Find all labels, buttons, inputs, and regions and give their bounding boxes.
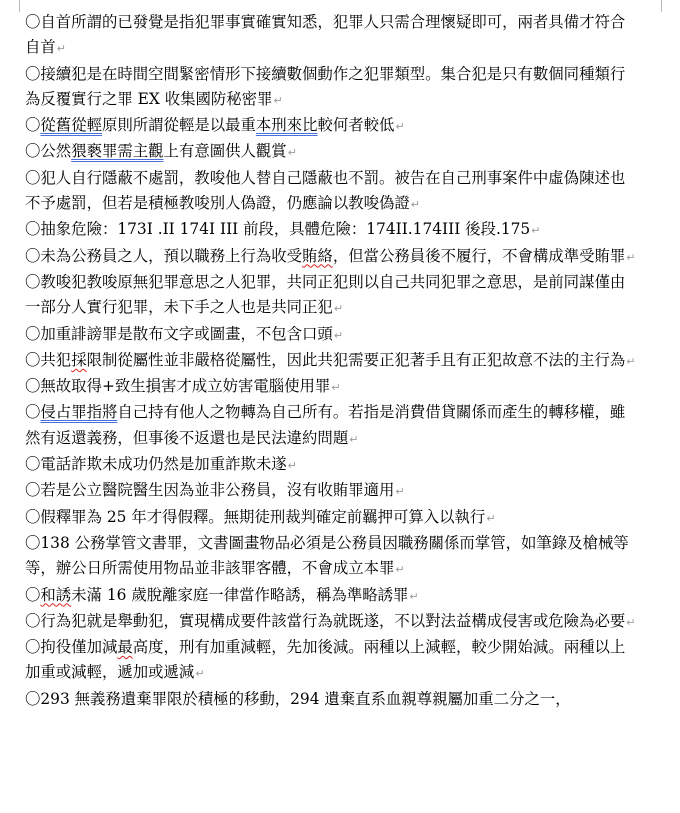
paragraph-text: 〇自首所謂的已發覺是指犯罪事實確實知悉，犯罪人只需合理懷疑即可，兩者具備才符合自首 <box>25 13 626 57</box>
paragraph[interactable] <box>25 609 638 635</box>
paragraph-text: 〇行為犯就是舉動犯，實現構成要件該當行為就既遂，不以對法益構成侵害或危險為必要 <box>25 611 626 630</box>
paragraph-text: 未滿 16 歲脫離家庭一律當作略誘，稱為準略誘罪 <box>71 585 409 604</box>
margin-corner-mark-right <box>661 0 662 12</box>
grammar-flagged-text: 猥褻罪需主觀 <box>71 142 164 161</box>
paragraph-text: 〇共犯 <box>25 350 72 369</box>
paragraph-mark-icon: ↵ <box>56 42 67 56</box>
paragraph-text: 上有意圖供人觀賞 <box>163 142 287 161</box>
grammar-flagged-text: 從舊從輕 <box>40 116 102 135</box>
paragraph-text: 〇教唆犯教唆原無犯罪意思之人犯罪，共同正犯則以自己共同犯罪之意思，是前同謀僅由一部分人實行犯罪，未下手之人也是共同正犯 <box>25 272 626 317</box>
paragraph-text: 〇 <box>25 585 41 604</box>
paragraph-text: 〇公然 <box>25 142 72 161</box>
paragraph[interactable] <box>25 217 638 243</box>
paragraph-mark-icon: ↵ <box>331 381 341 395</box>
paragraph-text: 〇 <box>25 403 41 422</box>
paragraph[interactable] <box>25 113 638 139</box>
paragraph-text: 〇假釋罪為 25 年才得假釋。無期徒刑裁判確定前羈押可算入以執行 <box>25 507 486 526</box>
paragraph[interactable] <box>25 400 638 452</box>
paragraph[interactable] <box>25 452 638 478</box>
paragraph-mark-icon: ↵ <box>531 224 541 238</box>
paragraph-text: 〇 <box>25 116 41 135</box>
paragraph[interactable] <box>25 687 638 712</box>
paragraph-text: 〇138 公務掌管文書罪，文書圖畫物品必須是公務員因職務關係而掌管，如筆錄及槍械等等，辦公日所需使用物品並非該罪客體，不會成立本罪 <box>25 533 629 578</box>
paragraph-text: 較何者較低 <box>317 116 395 135</box>
paragraph[interactable] <box>25 10 638 62</box>
paragraph-text: 〇若是公立醫院醫生因為並非公務員，沒有收賄罪適用 <box>25 481 395 500</box>
paragraph-text: 自己持有他人之物轉為自己所有。若指是消費借貸關係而產生的轉移權，雖然有返還義務，但事後不返還也是民法違約問題 <box>25 403 626 447</box>
paragraph[interactable] <box>25 635 638 687</box>
document-body[interactable] <box>25 10 638 712</box>
paragraph[interactable] <box>25 348 638 374</box>
paragraph[interactable] <box>25 478 638 504</box>
paragraph-text: 〇抽象危險：173I .II 174I III 前段，具體危險：174II.174III 後段.175 <box>25 220 531 239</box>
paragraph[interactable] <box>25 505 638 531</box>
paragraph-text: 〇293 無義務遺棄罪限於積極的移動，294 遺棄直系血親尊親屬加重二分之一， <box>25 689 571 708</box>
paragraph-text: 限制從屬性並非嚴格從屬性，因此共犯需要正犯著手且有正犯故意不法的主行為 <box>86 350 626 369</box>
spellcheck-flagged-text: 最 <box>117 638 133 657</box>
paragraph-text: ，但當公務員後不履行，不會構成準受賄罪 <box>332 246 626 265</box>
paragraph-mark-icon: ↵ <box>287 146 297 160</box>
paragraph-mark-icon: ↵ <box>195 667 205 681</box>
paragraph-text: 原則所謂從輕是以最重 <box>101 116 256 135</box>
paragraph[interactable] <box>25 166 638 218</box>
paragraph-mark-icon: ↵ <box>626 250 636 264</box>
paragraph[interactable] <box>25 62 638 114</box>
paragraph-text: 〇拘役僅加減 <box>25 638 118 657</box>
grammar-flagged-text: 侵占罪指將 <box>40 403 118 422</box>
paragraph-text: 〇加重誹謗罪是散布文字或圖畫，不包含口頭 <box>25 324 333 343</box>
spellcheck-flagged-text: 和誘 <box>40 585 72 604</box>
paragraph-mark-icon: ↵ <box>409 589 419 603</box>
paragraph-text: 〇犯人自行隱蔽不處罰，教唆他人替自己隱蔽也不罰。被告在自己刑事案件中虛偽陳述也不予處罰，但若是積極教唆別人偽證，仍應論以教唆偽證 <box>25 168 626 213</box>
paragraph-mark-icon: ↵ <box>273 93 283 107</box>
paragraph-text: 高度，刑有加重減輕，先加後減。兩種以上減輕，較少開始減。兩種以上加重或減輕，遞加或遞減 <box>25 638 626 682</box>
paragraph[interactable] <box>25 244 638 270</box>
paragraph[interactable] <box>25 531 638 583</box>
paragraph-text: 〇電話詐欺未成功仍然是加重詐欺未遂 <box>25 455 287 474</box>
paragraph-mark-icon: ↵ <box>410 198 420 212</box>
margin-corner-mark-left <box>19 0 20 12</box>
paragraph-text: 〇未為公務員之人，預以職務上行為收受 <box>25 246 303 265</box>
paragraph-mark-icon: ↵ <box>626 354 636 368</box>
paragraph-mark-icon: ↵ <box>287 459 297 473</box>
paragraph-mark-icon: ↵ <box>333 302 344 316</box>
paragraph-mark-icon: ↵ <box>486 511 496 525</box>
paragraph-mark-icon: ↵ <box>395 563 405 577</box>
grammar-flagged-text: 本刑來比 <box>255 116 318 135</box>
paragraph[interactable] <box>25 270 638 322</box>
spellcheck-flagged-text: 賄絡 <box>302 246 333 265</box>
paragraph-mark-icon: ↵ <box>333 328 344 342</box>
paragraph-text: 〇接續犯是在時間空間緊密情形下接續數個動作之犯罪類型。集合犯是只有數個同種類行為反覆實行之罪 EX 收集國防秘密罪 <box>25 64 626 108</box>
paragraph-mark-icon: ↵ <box>349 432 359 446</box>
paragraph[interactable] <box>25 374 638 400</box>
paragraph-mark-icon: ↵ <box>626 615 636 629</box>
spellcheck-flagged-text: 採 <box>71 350 87 369</box>
paragraph-mark-icon: ↵ <box>395 485 405 499</box>
paragraph[interactable] <box>25 322 638 348</box>
paragraph-text: 〇無故取得+致生損害才成立妨害電腦使用罪 <box>25 377 331 396</box>
paragraph[interactable] <box>25 583 638 609</box>
paragraph[interactable] <box>25 139 638 165</box>
paragraph-mark-icon: ↵ <box>395 120 405 134</box>
